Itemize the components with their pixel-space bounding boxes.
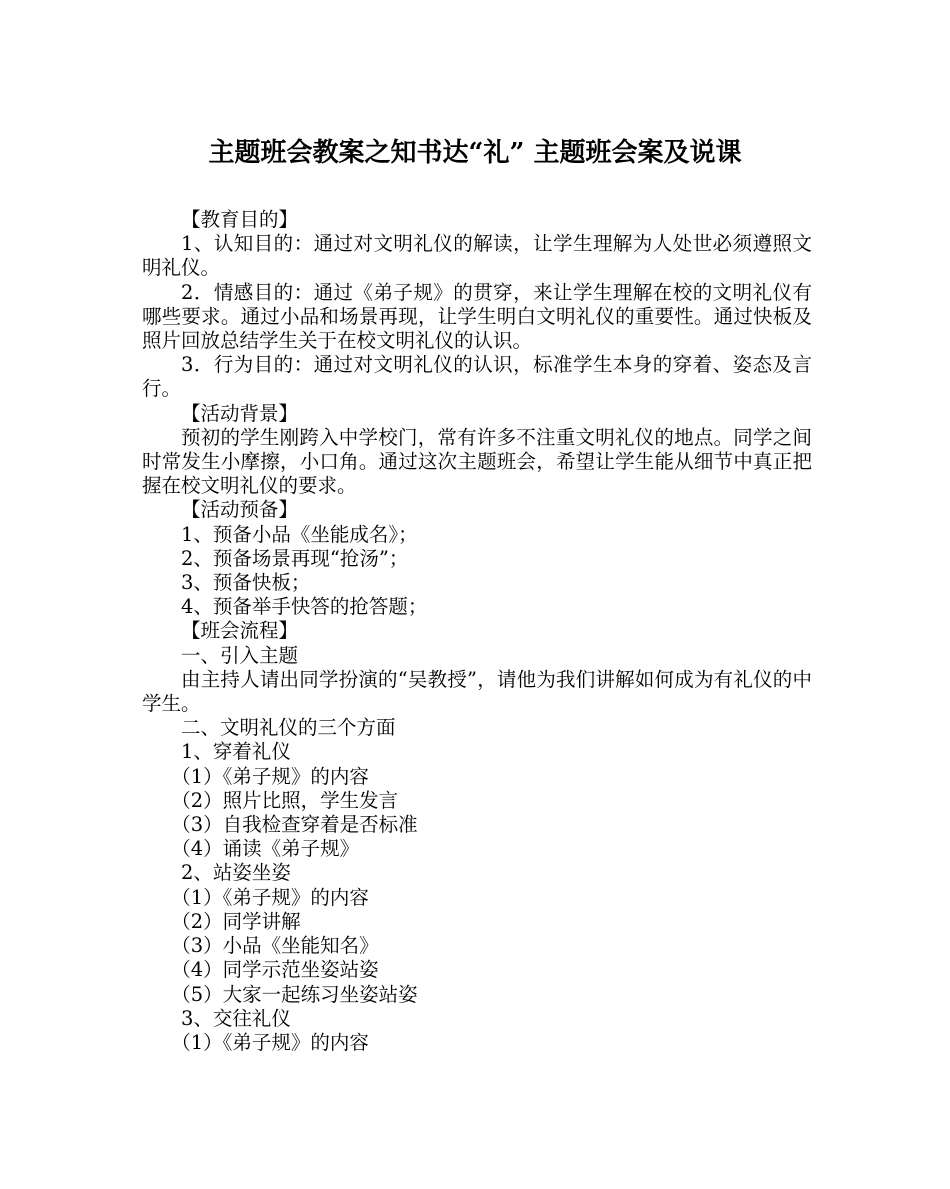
paragraph: 4、预备举手快答的抢答题； <box>181 595 428 619</box>
paragraph: 2、站姿坐姿 <box>181 861 291 885</box>
paragraph: 3、交往礼仪 <box>181 1006 291 1030</box>
paragraph: 1、穿着礼仪 <box>181 740 291 764</box>
paragraph: 1、认知目的：通过对文明礼仪的解读，让学生理解为人处世必须遵照文明礼仪。 <box>142 232 812 280</box>
sub-list-item: （2）同学讲解 <box>171 909 301 933</box>
paragraph: 2．情感目的：通过《弟子规》的贯穿，来让学生理解在校的文明礼仪有哪些要求。通过小品和场景再现，让学生明白文明礼仪的重要性。通过快板及照片回放总结学生关于在校文明礼仪的认识。 <box>142 280 812 353</box>
sub-list-item: （1）《弟子规》的内容 <box>171 885 369 909</box>
sub-list-item: （4）同学示范坐姿站姿 <box>171 958 379 982</box>
paragraph: 【活动背景】 <box>181 401 299 425</box>
paragraph: 预初的学生刚跨入中学校门，常有许多不注重文明礼仪的地点。同学之间时常发生小摩擦，小口角。通过这次主题班会，希望让学生能从细节中真正把握在校文明礼仪的要求。 <box>142 425 812 498</box>
sub-list-item: （3）自我检查穿着是否标准 <box>171 813 418 837</box>
paragraph: 二、文明礼仪的三个方面 <box>181 716 396 740</box>
paragraph: 一、引入主题 <box>181 643 299 667</box>
sub-list-item: （3）小品《坐能知名》 <box>171 934 379 958</box>
sub-list-item: （2）照片比照，学生发言 <box>171 788 399 812</box>
paragraph: 【班会流程】 <box>181 619 299 643</box>
paragraph: 3、预备快板； <box>181 571 311 595</box>
paragraph: 2、预备场景再现“抢汤”； <box>181 546 409 570</box>
paragraph: 【活动预备】 <box>181 498 299 522</box>
sub-list-item: （1）《弟子规》的内容 <box>171 1030 369 1054</box>
document-title: 主题班会教案之知书达“礼” 主题班会案及说课 <box>208 138 742 168</box>
sub-list-item: （5）大家一起练习坐姿站姿 <box>171 982 418 1006</box>
sub-list-item: （1）《弟子规》的内容 <box>171 764 369 788</box>
paragraph: 由主持人请出同学扮演的“吴教授”，请他为我们讲解如何成为有礼仪的中学生。 <box>142 667 812 716</box>
paragraph: 1、预备小品《坐能成名》； <box>181 522 418 546</box>
sub-list-item: （4）诵读《弟子规》 <box>171 837 360 861</box>
paragraph: 3．行为目的：通过对文明礼仪的认识，标准学生本身的穿着、姿态及言行。 <box>142 353 812 401</box>
paragraph: 【教育目的】 <box>181 208 299 231</box>
document-body <box>142 208 812 1055</box>
